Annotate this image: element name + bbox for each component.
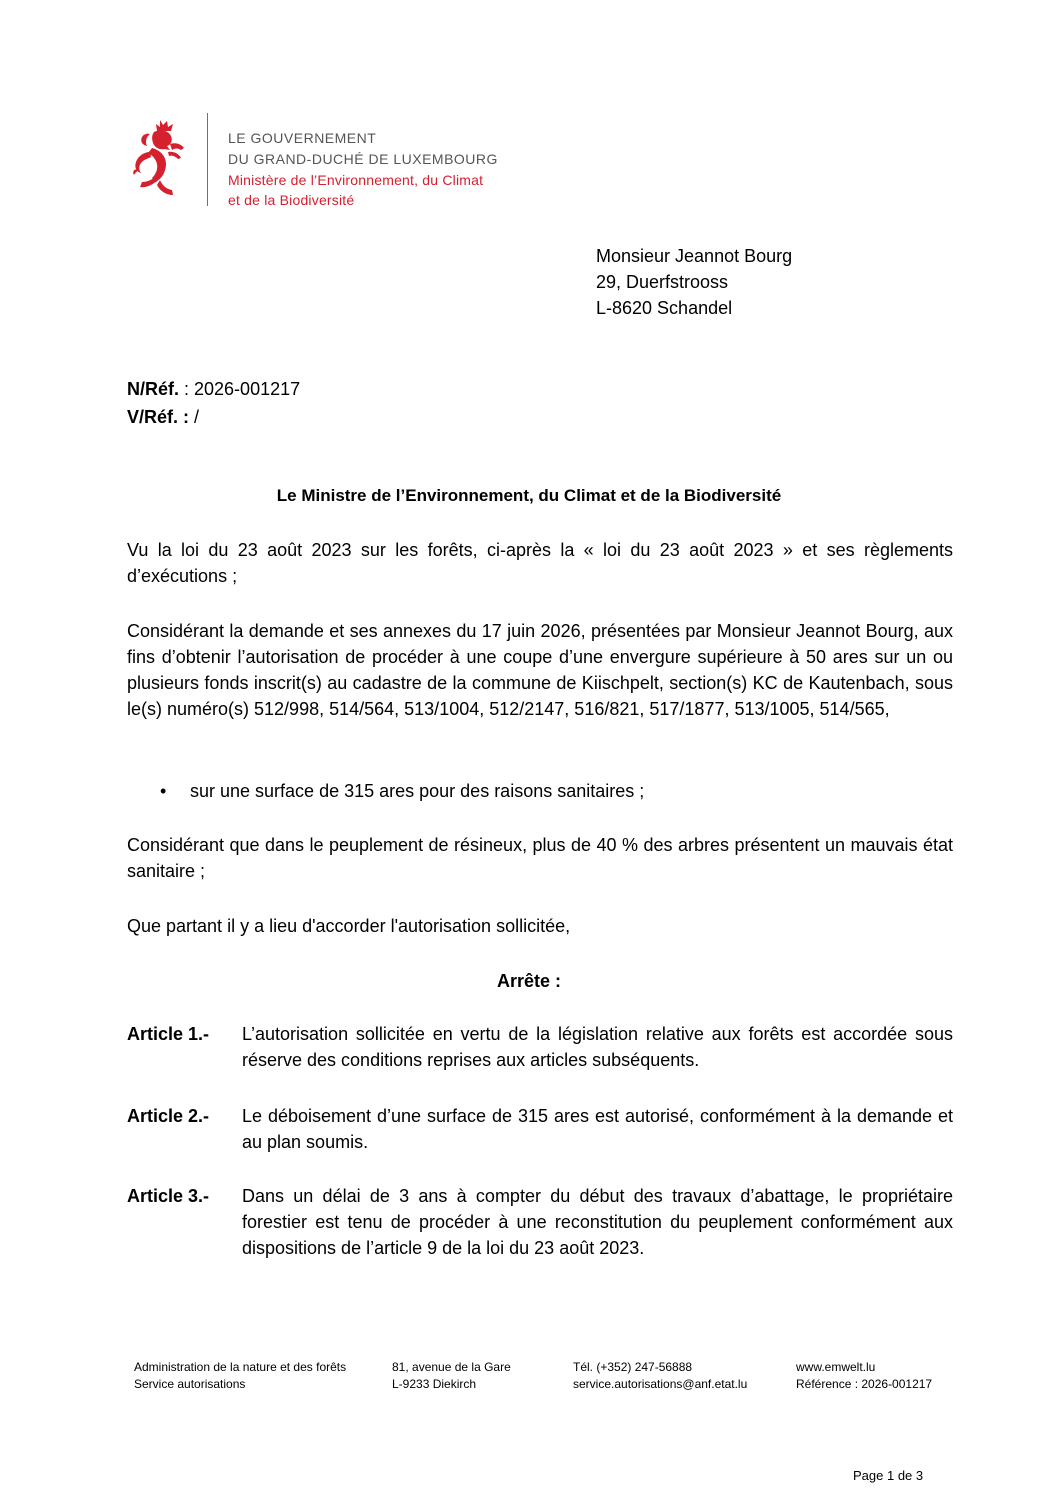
article-3-text: Dans un délai de 3 ans à compter du début des travaux d’abattage, le propriétaire forestier est tenu de procéder à une reconstitution du peuplement conformément aux dispositions de l’article 9 de la loi du 23 août 2023. [242, 1186, 953, 1258]
footer-service: Service autorisations [134, 1377, 246, 1391]
your-reference-value: / [189, 407, 200, 427]
ministry-line-2: et de la Biodiversité [228, 192, 355, 208]
footer-city: L-9233 Diekirch [392, 1377, 477, 1391]
paragraph-sanitary: Considérant que dans le peuplement de résineux, plus de 40 % des arbres présentent un mauvais état sanitaire ; [127, 835, 953, 881]
article-2-label: Article 2.- [127, 1106, 210, 1126]
luxembourg-lion-logo [130, 118, 190, 198]
article-2-text: Le déboisement d’une surface de 315 ares est autorisé, conformément à la demande et au plan soumis. [242, 1106, 953, 1152]
footer-admin-name: Administration de la nature et des forêts [134, 1360, 347, 1374]
bullet-dot: • [160, 781, 167, 801]
article-1-label: Article 1.- [127, 1024, 210, 1044]
your-reference [127, 406, 199, 428]
recipient-name: Monsieur Jeannot Bourg [596, 246, 793, 266]
document-title: Le Ministre de l’Environnement, du Climat et de la Biodiversité [276, 486, 782, 505]
decree-heading: Arrête : [496, 971, 562, 991]
header-line-2: DU GRAND-DUCHÉ DE LUXEMBOURG [228, 151, 498, 167]
recipient-street: 29, Duerfstrooss [596, 272, 729, 292]
ministry-line-1: Ministère de l’Environnement, du Climat [228, 172, 484, 188]
bullet-item: sur une surface de 315 ares pour des raisons sanitaires ; [190, 781, 645, 801]
our-reference-value: : 2026-001217 [179, 379, 301, 399]
paragraph-conclusion: Que partant il y a lieu d'accorder l'autorisation sollicitée, [127, 916, 571, 936]
footer-street: 81, avenue de la Gare [392, 1360, 511, 1374]
paragraph-request: Considérant la demande et ses annexes du 17 juin 2026, présentées par Monsieur Jeannot Bourg, aux fins d’obtenir l’autorisation de procéder à une coupe d’une envergure supérieure à 50 ares sur un ou plusieurs fonds inscrit(s) au cadastre de la commune de Kiischpelt, section(s) KC de Kautenbach, sous le(s) numéro(s) 512/998, 514/564, 513/1004, 512/2147, 516/821, 517/1877, 513/1005, 514/565, [127, 621, 953, 719]
your-reference-label: V/Réf. : [127, 407, 190, 427]
page-number: Page 1 de 3 [853, 1468, 924, 1483]
paragraph-legal-basis: Vu la loi du 23 août 2023 sur les forêts, ci-après la « loi du 23 août 2023 » et ses règlements d’exécutions ; [127, 540, 953, 586]
article-1-text: L’autorisation sollicitée en vertu de la législation relative aux forêts est accordée sous réserve des conditions reprises aux articles subséquents. [242, 1024, 953, 1070]
footer-website: www.emwelt.lu [796, 1360, 876, 1374]
footer-phone: Tél. (+352) 247-56888 [573, 1360, 693, 1374]
our-reference [127, 378, 300, 400]
footer-reference: Référence : 2026-001217 [796, 1377, 933, 1391]
our-reference-label: N/Réf. [127, 379, 180, 399]
header-line-1: LE GOUVERNEMENT [228, 130, 377, 146]
article-3-label: Article 3.- [127, 1186, 210, 1206]
footer-email: service.autorisations@anf.etat.lu [573, 1377, 748, 1391]
header-divider [207, 113, 208, 206]
recipient-city: L-8620 Schandel [596, 298, 733, 318]
